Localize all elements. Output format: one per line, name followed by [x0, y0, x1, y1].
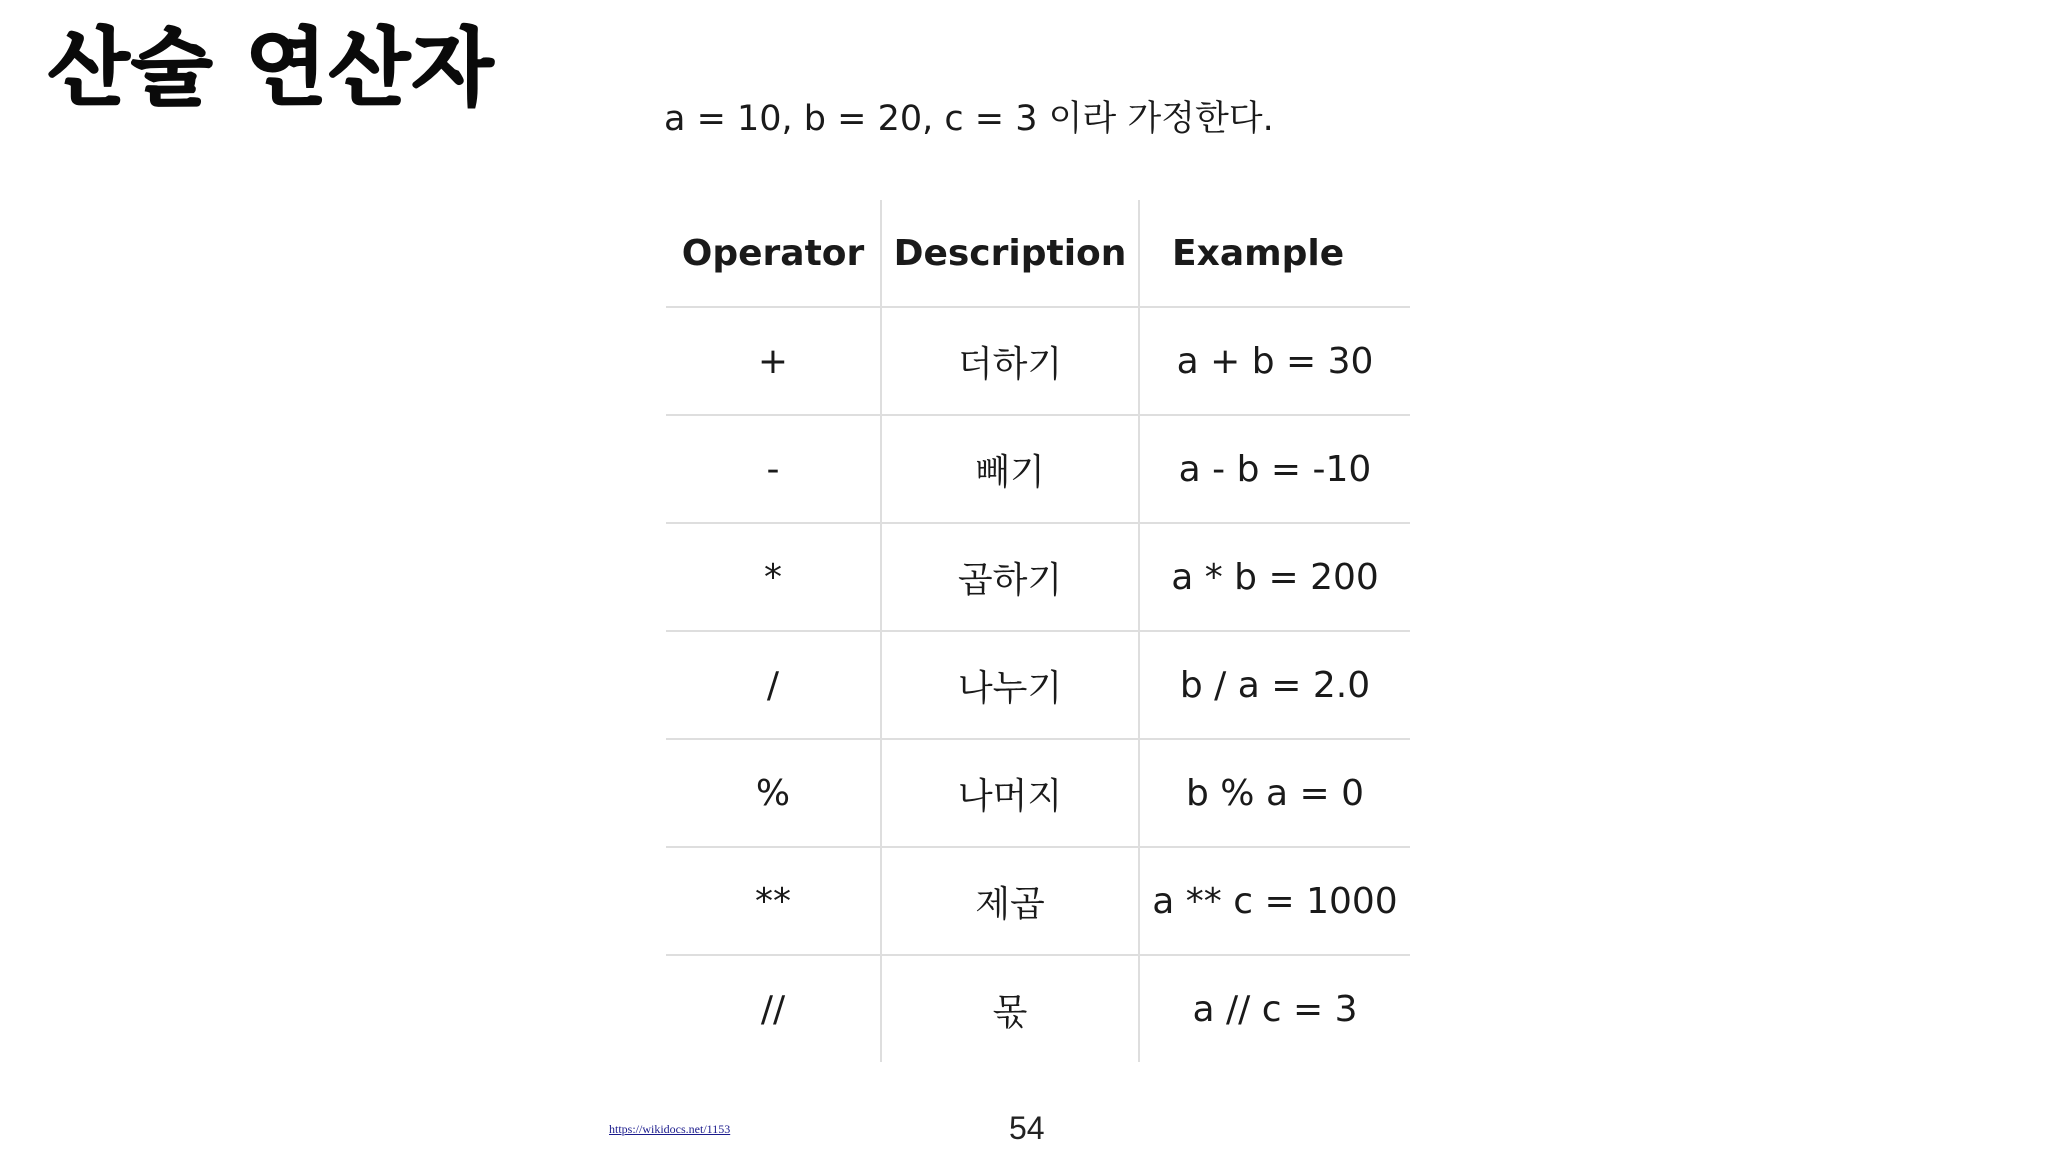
operator-cell: // [666, 955, 881, 1062]
description-cell: 몫 [881, 955, 1139, 1062]
table-row [666, 631, 1410, 739]
table-row [666, 523, 1410, 631]
operator-cell: * [666, 523, 881, 631]
operator-cell: / [666, 631, 881, 739]
page-number: 54 [1009, 1110, 1045, 1146]
description-cell: 더하기 [881, 307, 1139, 415]
operator-cell: ** [666, 847, 881, 955]
example-cell: b / a = 2.0 [1139, 631, 1410, 739]
slide-title: 산술 연산자 [48, 19, 495, 117]
description-cell: 나머지 [881, 739, 1139, 847]
table-row [666, 847, 1410, 955]
header-operator: Operator [666, 200, 881, 307]
table-header-row [666, 200, 1410, 307]
example-cell: a ** c = 1000 [1139, 847, 1410, 955]
example-cell: b % a = 0 [1139, 739, 1410, 847]
example-cell: a * b = 200 [1139, 523, 1410, 631]
operator-table [666, 200, 1410, 1062]
table-row [666, 415, 1410, 523]
premise-text: a = 10, b = 20, c = 3 이라 가정한다. [664, 99, 1274, 139]
source-link[interactable]: https://wikidocs.net/1153 [609, 1122, 731, 1136]
table-row [666, 955, 1410, 1062]
table-row [666, 307, 1410, 415]
description-cell: 빼기 [881, 415, 1139, 523]
example-cell: a + b = 30 [1176, 340, 1374, 382]
description-cell: 곱하기 [881, 523, 1139, 631]
description-cell: 제곱 [881, 847, 1139, 955]
operator-cell: - [666, 415, 881, 523]
example-cell: a - b = -10 [1139, 415, 1410, 523]
header-description: Description [881, 200, 1139, 307]
header-example: Example [1139, 200, 1410, 307]
operator-cell: + [666, 307, 881, 415]
example-cell: a // c = 3 [1139, 955, 1410, 1062]
description-cell: 나누기 [881, 631, 1139, 739]
operator-cell: % [666, 739, 881, 847]
table-row [666, 739, 1410, 847]
